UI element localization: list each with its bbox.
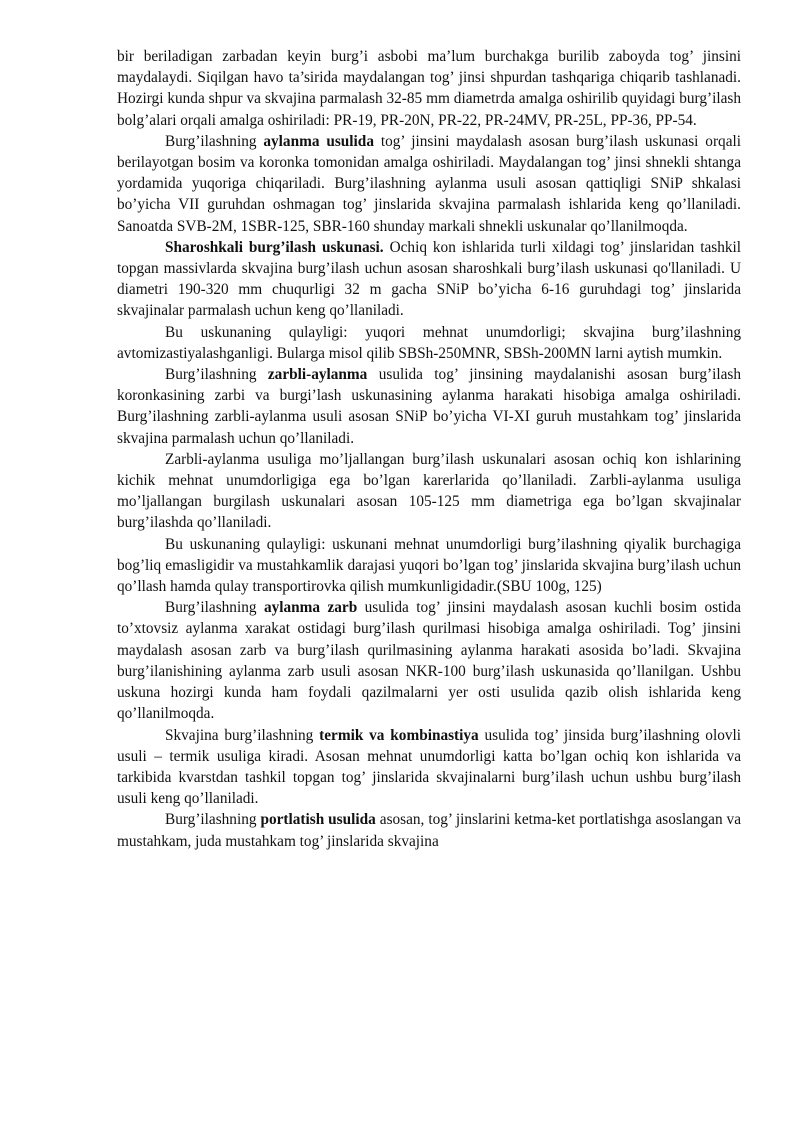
document-page — [117, 46, 741, 852]
paragraph-text: Burg’ilashning — [165, 599, 264, 617]
paragraph-1 — [117, 46, 741, 131]
paragraph-4 — [117, 322, 741, 364]
bold-term: aylanma zarb — [263, 599, 358, 617]
bold-term: zarbli-aylanma — [267, 366, 368, 384]
paragraph-text: Ochiq kon ishlarida turli xildagi tog’ jinslaridan tashkil topgan massivlarda skvajina burg’ilash uchun asosan sharoshkali burg’ilash uskunasi qo'llaniladi. U diametri 190-320 mm chuqurligi 32 m gacha SNiP bo’yicha 6-16 guruhdagi tog’ jinslarida skvajinalar parmalash uchun keng qo’llaniladi. — [117, 238, 741, 320]
bold-term: aylanma usulida — [263, 132, 374, 150]
paragraph-6 — [117, 449, 741, 534]
paragraph-text: Bu uskunaning qulayligi: uskunani mehnat unumdorligi burg’ilashning qiyalik burchagiga bog’liq emasligidir va mustahkamlik darajasi yuqori bo’lgan tog’ jinslarida skvajina burg’ilash uchun qo’llash hamda qulay transportirovka qilish mumkunligidadir.(SBU 100g, 125) — [117, 535, 741, 596]
paragraph-10 — [117, 809, 741, 851]
paragraph-9 — [117, 725, 741, 810]
paragraph-text: usulida tog’ jinsining maydalanishi asosan burg’ilash koronkasining zarbi va burgi’lash uskunasining aylanma harakati hisobiga amalga oshiriladi. Burg’ilashning zarbli-aylanma usuli asosan SNiP bo’yicha VI-XI guruh mustahkam tog’ jinslarida skvajina parmalash uchun qo’llaniladi. — [117, 366, 741, 447]
bold-term: termik va kombinastiya — [319, 726, 479, 744]
bold-term: portlatish usulida — [260, 811, 376, 829]
paragraph-7 — [117, 534, 741, 598]
paragraph-text: Burg’ilashning — [165, 811, 261, 829]
paragraph-text: tog’ jinsini maydalash asosan burg’ilash uskunasi orqali berilayotgan bosim va koronka tomonidan amalga oshiriladi. Maydalangan tog’ jinsi shnekli shtanga yordamida yuqoriga chiqariladi. Burg’ilashning aylanma usuli asosan qattiqligi SNiP shkalasi bo’yicha VII guruhdan oshmagan tog’ jinslarida skvajina parmalash ishlarida keng qo’llaniladi. Sanoatda SVB-2M, 1SBR-125, SBR-160 shunday markali shnekli uskunalar qo’llanilmoqda. — [117, 132, 741, 235]
paragraph-text: Burg’ilashning — [165, 132, 264, 150]
paragraph-8 — [117, 597, 741, 724]
paragraph-5 — [117, 364, 741, 449]
paragraph-3 — [117, 237, 741, 322]
paragraph-text: asosan, tog’ jinslarini ketma-ket portlatishga asoslangan va mustahkam, juda mustahkam tog’ jinslarida skvajina — [117, 811, 741, 850]
paragraph-text: Zarbli-aylanma usuliga mo’ljallangan burg’ilash uskunalari asosan ochiq kon ishlarining kichik mehnat unumdorligiga ega bo’lgan karerlarida qo’llaniladi. Zarbli-aylanma usuliga mo’ljallangan burgilash uskunalari asosan 105-125 mm diametriga ega bo’lgan skvajinalar burg’ilashda qo’llaniladi. — [117, 450, 741, 532]
paragraph-text: Bu uskunaning qulayligi: yuqori mehnat unumdorligi; skvajina burg’ilashning avtomizastiyalashganligi. Bularga misol qilib SBSh-250MNR, SBSh-200MN larni aytish mumkin. — [117, 323, 741, 362]
paragraph-text: usulida tog’ jinsini maydalash asosan kuchli bosim ostida to’xtovsiz aylanma xarakat ostidagi burg’ilash qurilmasi hisobiga amalga oshiriladi. Tog’ jinsini maydalash asosan zarb va burg’ilash qurilmasining aylanma harakati asosida bo’ladi. Skvajina burg’ilanishining aylanma zarb usuli asosan NKR-100 burg’ilash uskunasida qo’llanilgan. Ushbu uskuna hozirgi kunda ham foydali qazilmalarni yer osti usulida qazib olish ishlarida keng qo’llanilmoqda. — [117, 599, 741, 723]
bold-term: Sharoshkali burg’ilash uskunasi. — [165, 238, 384, 256]
paragraph-text: usulida tog’ jinsida burg’ilashning olovli usuli – termik usuliga kiradi. Asosan mehnat unumdorligi katta bo’lgan ochiq kon ishlarida va tarkibida kvarstdan tashkil topgan tog’ jinslarida skvajinalarni burg’ilash uchun ushbu burg’ilash usuli keng qo’llaniladi. — [117, 726, 741, 808]
paragraph-text: bir beriladigan zarbadan keyin burg’i asbobi ma’lum burchakga burilib zaboyda tog’ jinsini maydalaydi. Siqilgan havo ta’sirida maydalangan tog’ jinsi shpurdan tashqariga chiqarib tashlanadi. Hozirgi kunda shpur va skvajina parmalash 32-85 mm diametrda amalga oshirilib quyidagi burg’ilash bolg’alari orqali amalga oshiriladi: PR-19, PR-20N, PR-22, PR-24MV, PR-25L, PP-36, PP-54. — [117, 48, 741, 129]
paragraph-2 — [117, 131, 741, 237]
paragraph-text: Burg’ilashning — [165, 366, 268, 384]
paragraph-text: Skvajina burg’ilashning — [165, 726, 320, 744]
